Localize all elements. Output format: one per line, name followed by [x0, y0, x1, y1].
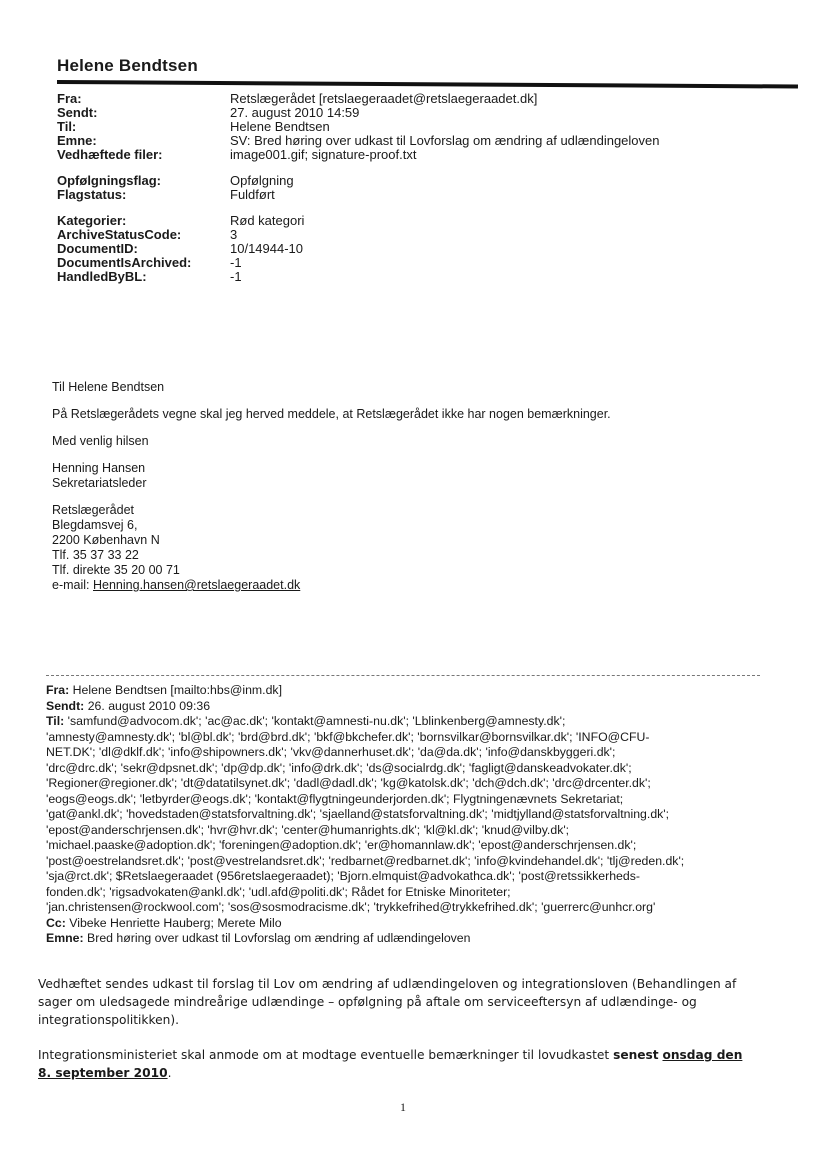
- recipient-line: [46, 761, 826, 777]
- meta-field-label: HandledByBL:: [57, 269, 147, 284]
- header-field-value: Helene Bendtsen: [230, 119, 330, 134]
- fwd-from: Helene Bendtsen [mailto:hbs@inm.dk]: [72, 683, 282, 697]
- recipient-line: [46, 823, 826, 839]
- recipient-text: 'epost@anderschrjensen.dk'; 'hvr@hvr.dk'; 'center@humanrights.dk'; 'kl@kl.dk'; 'knud@vilby.dk';: [46, 822, 570, 837]
- forward-separator: [46, 675, 760, 677]
- recipient-line: [46, 714, 826, 730]
- header-field-row: [57, 92, 757, 106]
- recipient-line: [46, 838, 826, 854]
- meta-field-row: [57, 214, 757, 228]
- meta-field-value: -1: [230, 269, 242, 284]
- document-owner-name: Helene Bendtsen: [57, 56, 198, 75]
- recipient-text: 'amnesty@amnesty.dk'; 'bl@bl.dk'; 'brd@brd.dk'; 'bkf@bkchefer.dk'; 'bornsvilkar@bornsvilkar.dk'; 'INFO@CFU-: [46, 729, 650, 744]
- fwd-to-label: Til:: [46, 714, 65, 728]
- recipient-line: [46, 792, 826, 808]
- recipient-line: [46, 854, 826, 870]
- header-field-value: Retslægerådet [retslaegeraadet@retslaegeraadet.dk]: [230, 91, 538, 106]
- meta-field-row: [57, 256, 757, 270]
- header-field-label: Til:: [57, 119, 77, 134]
- recipient-text: 'sja@rct.dk'; $Retslaegeraadet (956retslaegeraadet); 'Bjorn.elmquist@advokathca.dk'; 'post@retssikkerheds-: [46, 869, 640, 883]
- org-name: Retslægerådet: [52, 503, 134, 517]
- flag-field-label: Flagstatus:: [57, 187, 127, 202]
- header-field-label: Sendt:: [57, 105, 98, 120]
- header-field-label: Vedhæftede filer:: [57, 147, 163, 162]
- recipient-line: [46, 745, 826, 761]
- meta-field-label: ArchiveStatusCode:: [57, 227, 182, 242]
- header-divider: [57, 80, 798, 89]
- recipient-line: [46, 807, 826, 823]
- deadline-text: Integrationsministeriet skal anmode om at modtage eventuelle bemærkninger til lovudkastet: [38, 1048, 610, 1062]
- header-field-label: Fra:: [57, 91, 82, 106]
- main-paragraph-2: [38, 1046, 758, 1082]
- greeting: Til Helene Bendtsen: [52, 380, 165, 394]
- fwd-cc-label: Cc:: [46, 915, 66, 930]
- fwd-subject-label: Emne:: [46, 931, 84, 945]
- header-field-row: [57, 120, 757, 134]
- flag-field-value: Fuldført: [230, 187, 275, 202]
- header-field-value: 27. august 2010 14:59: [230, 105, 360, 120]
- page-number: 1: [400, 1100, 406, 1114]
- meta-field-row: [57, 228, 757, 242]
- deadline-date: onsdag den 8. september 2010: [38, 1048, 743, 1080]
- address-line-2: 2200 København N: [52, 533, 160, 547]
- flag-field-row: [57, 188, 757, 202]
- flag-field-value: Opfølgning: [230, 173, 294, 188]
- recipient-text: 'post@oestrelandsret.dk'; 'post@vestrelandsret.dk'; 'redbarnet@redbarnet.dk'; 'info@kvindehandel.dk'; 'tlj@reden.dk';: [46, 853, 685, 868]
- meta-field-value: Rød kategori: [230, 213, 305, 228]
- recipient-text: 'samfund@advocom.dk'; 'ac@ac.dk'; 'kontakt@amnesti-nu.dk'; 'Lblinkenberg@amnesty.dk';: [67, 714, 566, 728]
- recipient-text: fonden.dk'; 'rigsadvokaten@ankl.dk'; 'udl.afd@politi.dk'; Rådet for Etniske Minoriteter;: [46, 884, 511, 899]
- phone: Tlf. 35 37 33 22: [52, 548, 139, 562]
- recipient-text: 'eogs@eogs.dk'; 'letbyrder@eogs.dk'; 'kontakt@flygtningeunderjorden.dk'; Flygtningenævnets Sekretariat;: [46, 791, 624, 806]
- meta-field-row: [57, 270, 757, 284]
- fwd-sent: 26. august 2010 09:36: [87, 698, 211, 713]
- address-line-1: Blegdamsvej 6,: [52, 518, 138, 532]
- deadline-period: .: [167, 1066, 172, 1080]
- signer-title: Sekretariatsleder: [52, 476, 147, 490]
- reply-body: [52, 380, 772, 605]
- recipient-line: [46, 885, 826, 901]
- header-field-label: Emne:: [57, 133, 97, 148]
- header-field-value: SV: Bred høring over udkast til Lovforslag om ændring af udlændingeloven: [230, 133, 660, 148]
- recipient-text: 'michael.paaske@adoption.dk'; 'foreningen@adoption.dk'; 'er@homannlaw.dk'; 'epost@anderschrjensen.dk';: [46, 838, 637, 852]
- header-field-row: [57, 134, 757, 148]
- email-header-block: [57, 92, 757, 284]
- main-message: [38, 975, 758, 1099]
- closing: Med venlig hilsen: [52, 434, 149, 448]
- meta-field-row: [57, 242, 757, 256]
- recipient-line: [46, 730, 826, 746]
- meta-field-label: Kategorier:: [57, 213, 127, 228]
- meta-field-value: -1: [230, 255, 242, 270]
- email-link[interactable]: Henning.hansen@retslaegeraadet.dk: [93, 578, 301, 592]
- recipient-line: [46, 900, 826, 916]
- meta-field-value: 10/14944-10: [230, 241, 304, 256]
- recipient-text: 'gat@ankl.dk'; 'hovedstaden@statsforvaltning.dk'; 'sjaelland@statsforvaltning.dk'; 'midtjylland@statsforvaltning.dk';: [46, 807, 670, 821]
- fwd-cc: Vibeke Henriette Hauberg; Merete Milo: [69, 915, 282, 930]
- flag-field-row: [57, 174, 757, 188]
- forwarded-header: [46, 683, 826, 947]
- fwd-sent-label: Sendt:: [46, 698, 85, 713]
- meta-field-value: 3: [230, 227, 238, 242]
- header-field-row: [57, 148, 757, 162]
- recipient-text: 'drc@drc.dk'; 'sekr@dpsnet.dk'; 'dp@dp.dk'; 'info@drk.dk'; 'ds@socialrdg.dk'; 'fagligt@danskeadvokater.dk';: [46, 760, 632, 775]
- flag-field-label: Opfølgningsflag:: [57, 173, 161, 188]
- signer-name: Henning Hansen: [52, 461, 146, 475]
- meta-field-label: DocumentIsArchived:: [57, 255, 192, 270]
- recipient-text: 'jan.christensen@rockwool.com'; 'sos@sosmodracisme.dk'; 'trykkefrihed@trykkefrihed.dk'; 'guerrerc@unhcr.org': [46, 900, 656, 914]
- meta-field-label: DocumentID:: [57, 241, 138, 256]
- deadline-emphasis: senest: [613, 1048, 659, 1062]
- email-label: e-mail:: [52, 578, 90, 592]
- fwd-subject: Bred høring over udkast til Lovforslag om ændring af udlændingeloven: [87, 931, 471, 945]
- recipient-line: [46, 869, 826, 885]
- reply-message: På Retslægerådets vegne skal jeg herved meddele, at Retslægerådet ikke har nogen bemærkninger.: [52, 407, 611, 421]
- header-field-value: image001.gif; signature-proof.txt: [230, 147, 417, 162]
- main-paragraph-1: Vedhæftet sendes udkast til forslag til Lov om ændring af udlændingeloven og integrationsloven (Behandlingen af sager om uledsagede mindreårige udlændinge – opfølgning på aftale om serviceeftersyn af udlændinge- og integrationspolitikken).: [38, 977, 737, 1027]
- phone-direct: Tlf. direkte 35 20 00 71: [52, 563, 180, 577]
- recipient-line: [46, 776, 826, 792]
- recipient-text: 'Regioner@regioner.dk'; 'dt@datatilsynet.dk'; 'dadl@dadl.dk'; 'kg@katolsk.dk'; 'dch@dch.dk'; 'drc@drcenter.dk';: [46, 776, 651, 790]
- header-field-row: [57, 106, 757, 120]
- recipient-text: NET.DK'; 'dl@dklf.dk'; 'info@shipowners.dk'; 'vkv@dannerhuset.dk'; 'da@da.dk'; 'info@danskbyggeri.dk';: [46, 745, 616, 759]
- fwd-from-label: Fra:: [46, 683, 70, 697]
